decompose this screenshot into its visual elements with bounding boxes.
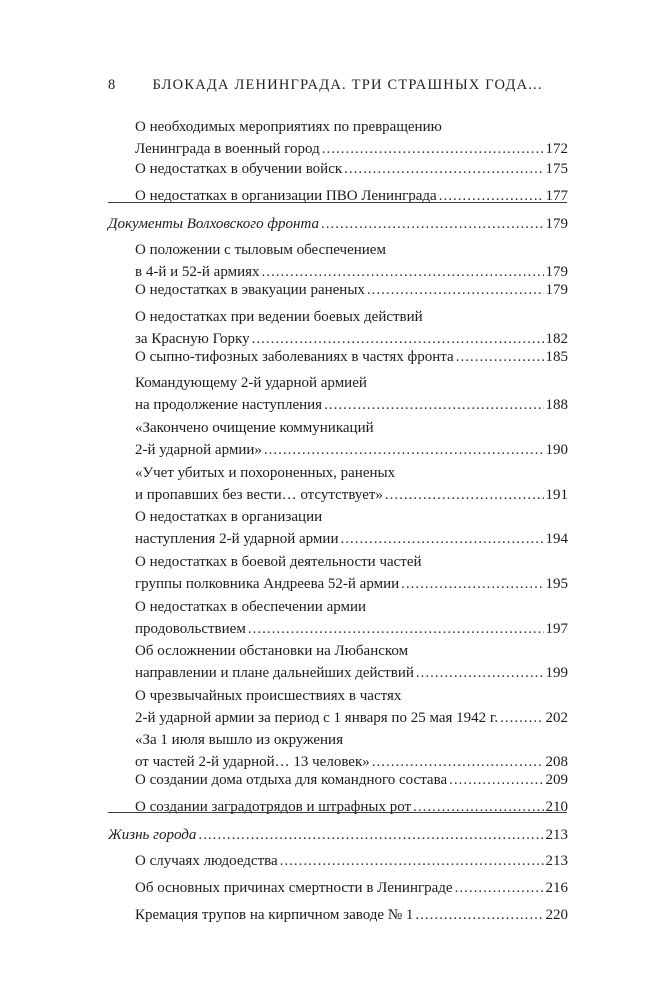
toc-entry-title: от частей 2-й ударной… 13 человек» xyxy=(135,754,370,770)
section-divider xyxy=(108,812,567,813)
dot-leader xyxy=(322,138,544,160)
dot-leader xyxy=(198,824,543,846)
dot-leader xyxy=(340,528,543,550)
dot-leader xyxy=(385,484,544,506)
dot-leader xyxy=(449,769,543,791)
toc-page-number: 190 xyxy=(545,442,568,458)
toc-entry-title: О случаях людоедства xyxy=(135,853,278,869)
toc-entry-title-line1: «Закончено очищение коммуникаций xyxy=(135,420,374,436)
toc-page-number: 210 xyxy=(545,799,568,815)
toc-page-number: 195 xyxy=(545,576,568,592)
toc-entry-title: Кремация трупов на кирпичном заводе № 1 xyxy=(135,907,414,923)
toc-entry-title: в 4-й и 52-й армиях xyxy=(135,264,260,280)
toc-page-number: 179 xyxy=(545,216,568,232)
toc-page-number: 208 xyxy=(545,754,568,770)
dot-leader xyxy=(401,573,543,595)
toc-page-number: 202 xyxy=(545,710,568,726)
toc-page-number: 216 xyxy=(545,880,568,896)
toc-entry-title: О недостатках в эвакуации раненых xyxy=(135,282,365,298)
dot-leader xyxy=(500,707,543,729)
toc-entry-title-line1: О недостатках при ведении боевых действий xyxy=(135,309,423,325)
toc-section-title: Жизнь города xyxy=(108,827,197,843)
toc-entry-title: продовольствием xyxy=(135,621,246,637)
toc-entry-title-line1: «За 1 июля вышло из окружения xyxy=(135,732,343,748)
toc-entry-title-line1: Командующему 2-й ударной армией xyxy=(135,375,367,391)
toc-page-number: 199 xyxy=(545,665,568,681)
toc-entry-title: О создании дома отдыха для командного состава xyxy=(135,772,448,788)
toc-entry-title: Ленинграда в военный город xyxy=(135,141,320,157)
toc-entry-title-line1: О недостатках в организации xyxy=(135,509,323,525)
toc-entry-title: О недостатках в обучении войск xyxy=(135,161,343,177)
toc-entry-title: наступления 2-й ударной армии xyxy=(135,531,339,547)
toc-entry-title: и пропавших без вести… отсутствует» xyxy=(135,487,383,503)
dot-leader xyxy=(248,618,544,640)
page-number: 8 xyxy=(108,77,117,93)
toc-entry-title-line1: «Учет убитых и похороненных, раненых xyxy=(135,465,396,481)
toc-entry-title-line1: О недостатках в боевой деятельности частей xyxy=(135,554,422,570)
dot-leader xyxy=(456,346,544,368)
toc-page-number: 177 xyxy=(545,188,568,204)
running-header xyxy=(108,77,543,94)
toc-entry-title: направлении и плане дальнейших действий xyxy=(135,665,414,681)
dot-leader xyxy=(416,662,544,684)
toc-page-number: 179 xyxy=(545,264,568,280)
toc-page-number: 172 xyxy=(545,141,568,157)
toc-page-number: 220 xyxy=(545,907,568,923)
dot-leader xyxy=(439,185,544,207)
toc-page-number: 191 xyxy=(545,487,568,503)
toc-page-number: 182 xyxy=(545,331,568,347)
toc-entry-title: О недостатках в организации ПВО Ленинграда xyxy=(135,188,437,204)
toc-page-number: 175 xyxy=(545,161,568,177)
dot-leader xyxy=(344,158,543,180)
toc-entry-title: группы полковника Андреева 52-й армии xyxy=(135,576,400,592)
dot-leader xyxy=(367,279,544,301)
toc-entry-title: за Красную Горку xyxy=(135,331,250,347)
toc-page-number: 185 xyxy=(545,349,568,365)
dot-leader xyxy=(264,439,544,461)
toc-page-number: 209 xyxy=(545,772,568,788)
toc-entry-title: на продолжение наступления xyxy=(135,397,323,413)
toc-entry-title-line1: Об осложнении обстановки на Любанском xyxy=(135,643,409,659)
toc-page-number: 194 xyxy=(545,531,568,547)
toc-page-number: 188 xyxy=(545,397,568,413)
dot-leader xyxy=(413,796,543,818)
toc-entry-title: О сыпно-тифозных заболеваниях в частях фронта xyxy=(135,349,454,365)
toc-entry-title: О создании заградотрядов и штрафных рот xyxy=(135,799,412,815)
toc-page-number: 197 xyxy=(545,621,568,637)
toc-page-number: 179 xyxy=(545,282,568,298)
toc-entry-title-line1: О необходимых мероприятиях по превращению xyxy=(135,119,442,135)
running-title: БЛОКАДА ЛЕНИНГРАДА. ТРИ СТРАШНЫХ ГОДА... xyxy=(152,77,543,93)
toc-entry-title-line1: О положении с тыловым обеспечением xyxy=(135,242,386,258)
toc-entry-title: Об основных причинах смертности в Ленинграде xyxy=(135,880,453,896)
toc-entry-title: 2-й ударной армии за период с 1 января по 25 мая 1942 г. xyxy=(135,710,499,726)
dot-leader xyxy=(324,394,543,416)
dot-leader xyxy=(415,904,543,926)
dot-leader xyxy=(280,850,544,872)
toc-entry-title: 2-й ударной армии» xyxy=(135,442,262,458)
toc-section-title: Документы Волховского фронта xyxy=(108,216,319,232)
toc-entry-title-line1: О чрезвычайных происшествиях в частях xyxy=(135,688,402,704)
toc-page-number: 213 xyxy=(545,853,568,869)
dot-leader xyxy=(455,877,544,899)
toc-entry-title-line1: О недостатках в обеспечении армии xyxy=(135,599,367,615)
section-divider xyxy=(108,202,567,203)
toc-page-number: 213 xyxy=(545,827,568,843)
dot-leader xyxy=(321,213,544,235)
